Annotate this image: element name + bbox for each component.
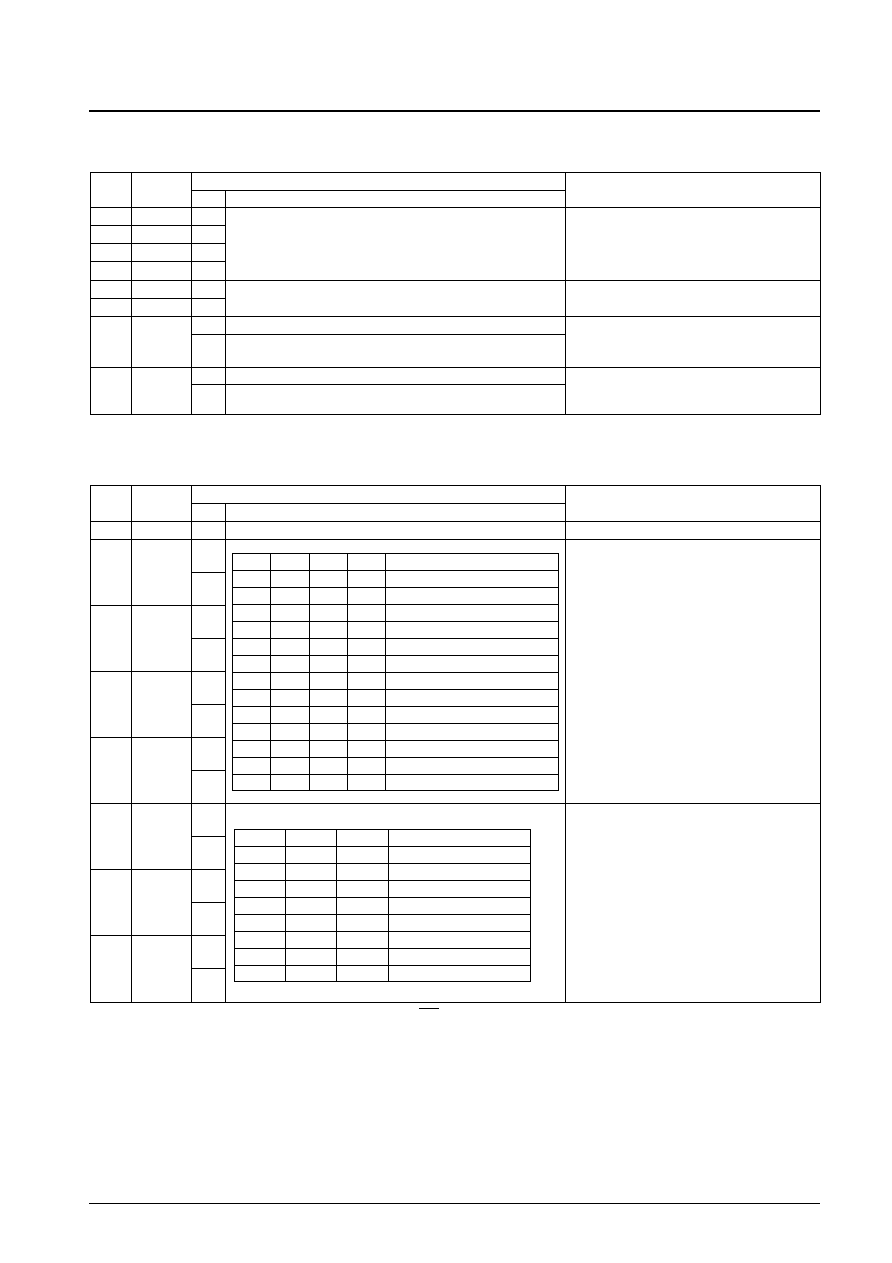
table-2-vline: [225, 503, 226, 1003]
table-1-hline: [90, 207, 821, 208]
table-2-hline: [90, 521, 821, 522]
sub-table-b-hline: [234, 846, 531, 847]
sub-table-a-hline: [232, 604, 559, 605]
table-2-hline: [90, 869, 225, 870]
table-2-hline: [191, 503, 565, 504]
table-2-hline: [90, 737, 225, 738]
table-2-hline: [191, 638, 225, 639]
table-1-hline: [90, 261, 225, 262]
table-1-hline: [191, 384, 565, 385]
table-1-vline: [131, 172, 132, 415]
table-1-hline: [90, 243, 225, 244]
sub-table-a-hline: [232, 689, 559, 690]
table-2-hline: [191, 836, 225, 837]
sub-table-a-hline: [232, 672, 559, 673]
table-2-hline: [90, 803, 821, 804]
footer-rule: [89, 1203, 820, 1204]
table-2-hline: [191, 902, 225, 903]
sub-table-b-hline: [234, 863, 531, 864]
table-2-vline: [565, 485, 566, 1003]
sub-table-a-hline: [232, 570, 559, 571]
sub-table-b-hline: [234, 897, 531, 898]
table-2-hline: [90, 935, 225, 936]
header-rule: [89, 110, 820, 112]
sub-table-a-hline: [232, 740, 559, 741]
table-2-hline: [191, 770, 225, 771]
table-1-hline: [90, 225, 225, 226]
table-2-hline: [90, 539, 821, 540]
table-2-hline: [90, 671, 225, 672]
table-1-vline: [565, 172, 566, 415]
table-1-vline: [225, 190, 226, 415]
table-2-hline: [191, 968, 225, 969]
table-1-hline: [191, 190, 565, 191]
sub-table-b-hline: [234, 880, 531, 881]
sub-table-a-hline: [232, 621, 559, 622]
table-1-hline: [90, 280, 821, 281]
sub-table-b-hline: [234, 948, 531, 949]
sub-table-a-hline: [232, 638, 559, 639]
table-2-hline: [191, 704, 225, 705]
sub-table-a-hline: [232, 757, 559, 758]
sub-table-b-vline: [285, 829, 286, 982]
sub-table-b-hline: [234, 931, 531, 932]
table-1-hline: [191, 334, 565, 335]
table-2-hline: [191, 572, 225, 573]
sub-table-a-hline: [232, 774, 559, 775]
sub-table-b-frame: [234, 829, 531, 982]
sub-table-a-hline: [232, 655, 559, 656]
table-2-vline: [191, 485, 192, 1003]
table-1-hline: [90, 367, 821, 368]
sub-table-b-vline: [336, 829, 337, 982]
sub-table-a-hline: [232, 723, 559, 724]
table-1-hline: [90, 298, 225, 299]
sub-table-b-hline: [234, 965, 531, 966]
overline-mark: [419, 1008, 439, 1009]
sub-table-a-hline: [232, 587, 559, 588]
sub-table-b-hline: [234, 914, 531, 915]
sub-table-a-hline: [232, 706, 559, 707]
table-1-vline: [191, 172, 192, 415]
table-1-frame: [90, 172, 821, 415]
table-2-hline: [90, 605, 225, 606]
sub-table-b-vline: [388, 829, 389, 982]
table-2-vline: [131, 485, 132, 1003]
table-1-hline: [90, 316, 821, 317]
